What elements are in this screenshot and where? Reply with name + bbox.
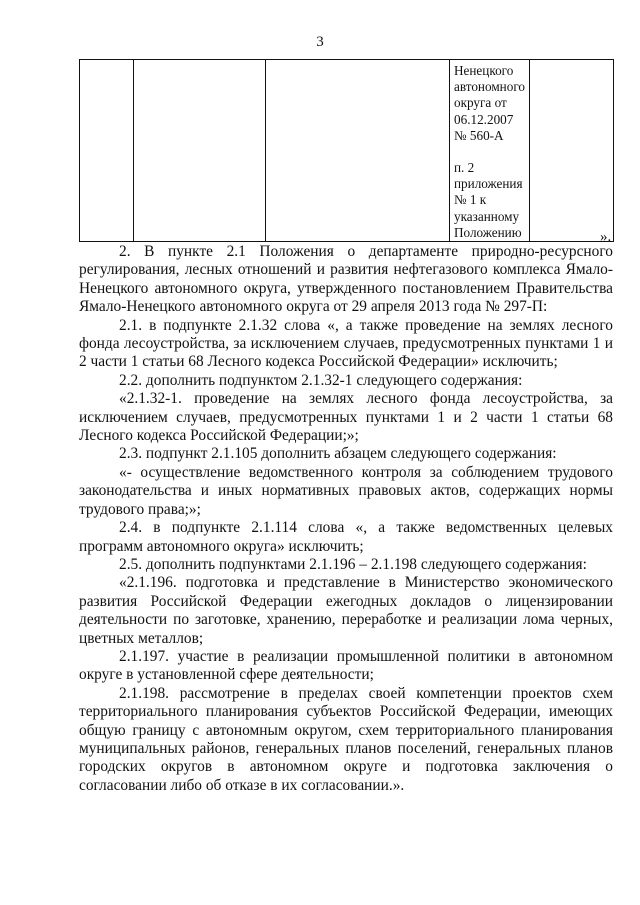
table-cell-number [80, 60, 134, 242]
reference-line: приложения [454, 176, 523, 192]
paragraph-item-2-5: 2.5. дополнить подпунктами 2.1.196 – 2.1.198 следующего содержания: [119, 555, 587, 573]
paragraph-item-2-3: 2.3. подпункт 2.1.105 дополнить абзацем следующего содержания: [119, 445, 557, 463]
paragraph-quote-2-1-196: «2.1.196. подготовка и представление в Министерство экономического развития Российской Федерации ежегодных докладов о лицензировании деятельности по заготовке, хранению, переработке и реализации лома черных, цветных металлов; [79, 574, 613, 647]
paragraph-quote-labor-control: «- осуществление ведомственного контроля за соблюдением трудового законодательства и иных нормативных правовых актов, содержащих нормы трудового права;»; [79, 463, 613, 518]
table-cell-note [530, 60, 614, 242]
table-cell-description [266, 60, 450, 242]
page-number: 3 [316, 34, 324, 50]
paragraph-quote-2-1-32-1: «2.1.32-1. проведение на землях лесного фонда лесоустройства, за исключением случаев, предусмотренных пунктами 1 и 2 части 1 статьи 68 Лесного кодекса Российской Федерации;»; [79, 390, 613, 445]
continued-table [79, 59, 614, 242]
paragraph-item-2-2: 2.2. дополнить подпунктом 2.1.32-1 следующего содержания: [119, 371, 523, 389]
table-cell-name [134, 60, 266, 242]
paragraph-item-2-4: 2.4. в подпункте 2.1.114 слова «, а также ведомственных целевых программ автономного округа» исключить; [79, 519, 613, 555]
reference-line: № 1 к [454, 192, 487, 208]
reference-line: округа от [454, 95, 507, 111]
table-closing-quote: ». [600, 229, 612, 245]
paragraph-2-1-198: 2.1.198. рассмотрение в пределах своей компетенции проектов схем территориального планирования субъектов Российской Федерации, имеющих общую границу с автономным округом, схем территориального планирования муниципальных районов, генеральных планов поселений, генеральных планов городских округов в автономном округе и подготовка заключения о согласовании либо об отказе в их согласовании.». [79, 684, 613, 794]
table-row [80, 60, 614, 242]
reference-line: № 560-А [454, 127, 504, 143]
reference-line: указанному [454, 208, 520, 224]
paragraph-2-1-197: 2.1.197. участие в реализации промышленной политики в автономном округе в установленной сфере деятельности; [79, 647, 613, 684]
document-body [79, 243, 613, 795]
table-cell-reference [450, 60, 530, 242]
reference-line: п. 2 [454, 160, 475, 176]
paragraph-item-2-1: 2.1. в подпункте 2.1.32 слова «, а также проведение на землях лесного фонда лесоустройства, за исключением случаев, предусмотренных пунктами 1 и 2 части 1 статьи 68 Лесного кодекса Российской Федерации» исключить; [79, 316, 613, 371]
reference-line: 06.12.2007 [454, 111, 514, 127]
reference-line: Положению [454, 224, 522, 240]
reference-line: Ненецкого [454, 63, 514, 78]
reference-line: автономного [454, 79, 526, 95]
paragraph-item-2: 2. В пункте 2.1 Положения о департаменте природно-ресурсного регулирования, лесных отношений и развития нефтегазового комплекса Ямало-Ненецкого автономного округа, утвержденного постановлением Правительства Ямало-Ненецкого автономного округа от 29 апреля 2013 года № 297-П: [79, 243, 613, 316]
